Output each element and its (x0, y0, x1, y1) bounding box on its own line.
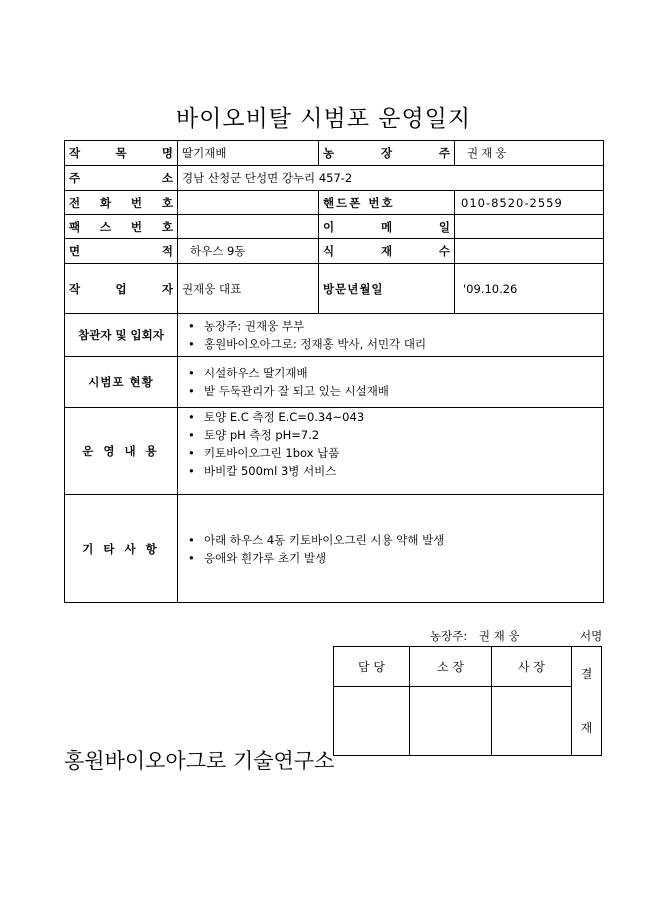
visit-value: '09.10.26 (455, 264, 604, 314)
approval-side-bottom: 재 (580, 721, 593, 735)
fax-value (178, 215, 319, 239)
table-row (65, 141, 604, 166)
approval-col-director: 소 장 (410, 647, 492, 687)
visit-label: 방문년월일 (319, 264, 455, 314)
owner-value: 권재웅 (455, 141, 604, 166)
address-value: 경남 산청군 단성면 강누리 457-2 (178, 166, 604, 191)
ops-list (182, 408, 599, 480)
plants-label: 식 재 수 (323, 244, 450, 258)
mobile-label: 핸드폰 번호 (319, 191, 455, 215)
misc-label: 기 타 사 항 (82, 541, 160, 556)
farmer-label: 농장주: (430, 629, 468, 643)
footer-org: 홍원바이오아그로 기술연구소 (64, 749, 335, 773)
list-item: • 바비칼 500ml 3병 서비스 (188, 462, 599, 480)
table-row (65, 408, 604, 495)
mobile-value: 010-8520-2559 (455, 191, 604, 215)
approval-sign-president[interactable] (492, 686, 572, 755)
table-row (65, 314, 604, 357)
list-item: • 밭 두둑관리가 잘 되고 있는 시설재배 (188, 382, 599, 400)
list-item: • 키토바이오그린 1box 납품 (188, 444, 599, 462)
list-item: • 농장주: 권재웅 부부 (188, 317, 599, 335)
farmer-signature-line (430, 628, 603, 644)
area-label: 면 적 (69, 244, 173, 258)
owner-label: 농 장 주 (323, 146, 450, 160)
list-item: • 응애와 흰가루 초기 발생 (188, 549, 599, 567)
attendee-list (182, 317, 599, 353)
table-row (65, 166, 604, 191)
table-row (334, 647, 602, 687)
farmer-name: 권 재 웅 (478, 629, 520, 643)
plants-value (455, 239, 604, 264)
table-row (65, 191, 604, 215)
table-row (65, 357, 604, 408)
list-item: • 아래 하우스 4동 키토바이오그린 시용 약해 발생 (188, 531, 599, 549)
table-row (65, 239, 604, 264)
crop-label: 작 목 명 (69, 146, 173, 160)
table-row (65, 495, 604, 603)
status-list (182, 364, 599, 400)
table-row (65, 215, 604, 239)
approval-side-top: 결 (580, 667, 593, 681)
misc-list (182, 531, 599, 567)
email-value (455, 215, 604, 239)
attendee-label: 참관자 및 입회자 (65, 314, 178, 357)
page-title: 바이오비탈 시범포 운영일지 (175, 106, 472, 132)
sign-mark: 서명 (580, 629, 603, 643)
log-table (64, 140, 604, 603)
status-label: 시범포 현황 (65, 357, 178, 408)
email-label: 이 메 일 (323, 219, 450, 234)
approval-col-staff: 담 당 (334, 647, 410, 687)
table-row (334, 686, 602, 755)
list-item: • 토양 E.C 측정 E.C=0.34~043 (188, 408, 599, 426)
fax-label: 팩 스 번 호 (69, 219, 173, 234)
phone-label: 전 화 번 호 (69, 195, 173, 210)
approval-sign-director[interactable] (410, 686, 492, 755)
worker-value: 권재웅 대표 (178, 264, 319, 314)
approval-table (333, 646, 602, 756)
list-item: • 토양 pH 측정 pH=7.2 (188, 426, 599, 444)
approval-sign-staff[interactable] (334, 686, 410, 755)
phone-value (178, 191, 319, 215)
crop-value: 딸기재배 (178, 141, 319, 166)
table-row (65, 264, 604, 314)
list-item: • 시설하우스 딸기재배 (188, 364, 599, 382)
list-item: • 홍원바이오아그로: 정재홍 박사, 서민각 대리 (188, 335, 599, 353)
address-label: 주 소 (69, 171, 173, 185)
area-value: 하우스 9동 (178, 239, 319, 264)
approval-col-president: 사 장 (492, 647, 572, 687)
ops-label: 운 영 내 용 (82, 444, 160, 458)
worker-label: 작 업 자 (69, 281, 173, 296)
